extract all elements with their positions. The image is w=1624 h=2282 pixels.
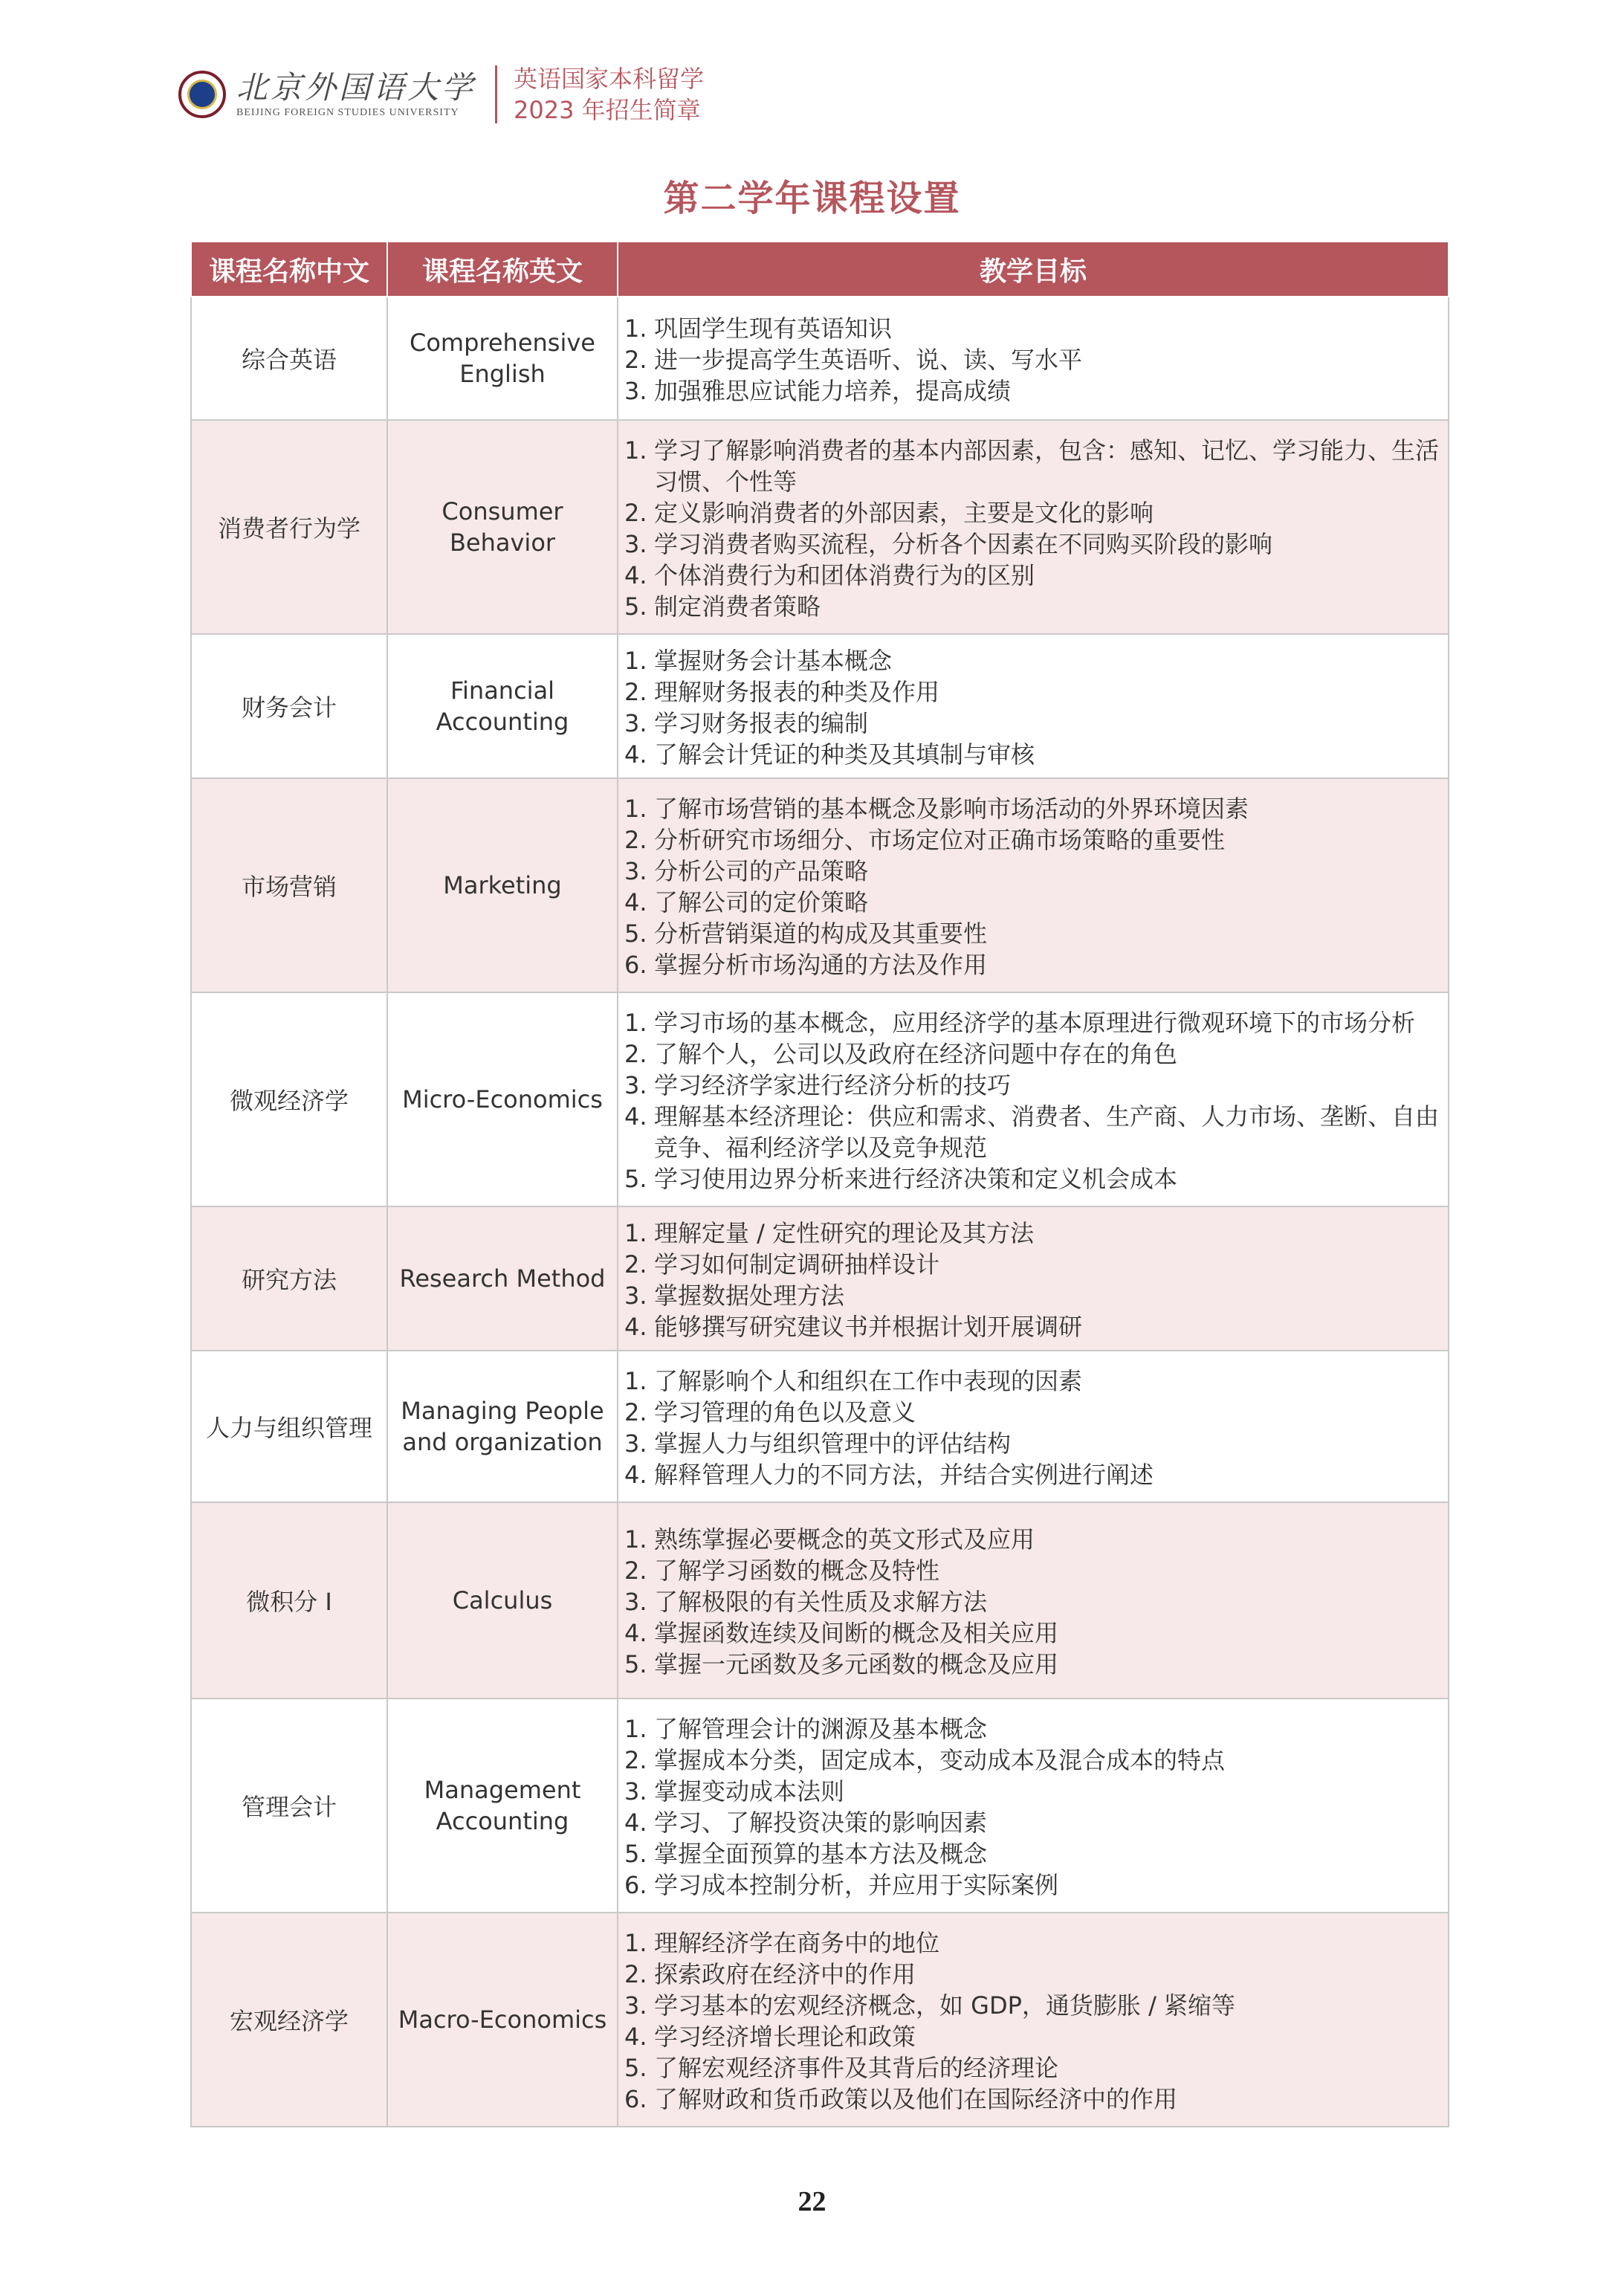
goal-item [624, 1428, 1439, 1459]
table-row [191, 778, 1449, 992]
course-name-en-line: Research Method [399, 1264, 606, 1293]
goal-text: 解释管理人力的不同方法，并结合实例进行阐述 [654, 1461, 1154, 1489]
course-name-en [387, 297, 618, 420]
goal-item [624, 344, 1439, 375]
goal-item [624, 1649, 1439, 1680]
goal-number: 2. [624, 1040, 647, 1068]
goal-item [624, 1869, 1439, 1901]
goal-text: 掌握函数连续及间断的概念及相关应用 [654, 1619, 1059, 1647]
goal-number: 3. [624, 709, 647, 737]
goal-number: 1. [624, 1715, 647, 1743]
table-row [191, 1206, 1449, 1351]
goal-text: 学习经济学家进行经济分析的技巧 [654, 1071, 1012, 1099]
goal-number: 3. [624, 1777, 647, 1806]
goal-number: 1. [624, 436, 647, 465]
course-name-en [387, 1351, 618, 1502]
course-name-en [387, 778, 618, 992]
goal-text: 熟练掌握必要概念的英文形式及应用 [654, 1525, 1035, 1554]
goal-text: 理解经济学在商务中的地位 [654, 1929, 940, 1957]
goal-text: 学习成本控制分析，并应用于实际案例 [654, 1871, 1059, 1899]
course-name-cn: 人力与组织管理 [191, 1351, 387, 1502]
table-row [191, 1698, 1449, 1913]
goal-number: 4. [624, 1461, 647, 1489]
course-name-en [387, 1502, 618, 1698]
goal-item [624, 645, 1439, 676]
goal-item [624, 1038, 1439, 1070]
course-name-en [387, 1698, 618, 1913]
goal-number: 1. [624, 1219, 647, 1247]
goal-item [624, 1807, 1439, 1838]
course-table [190, 241, 1449, 2127]
goal-number: 2. [624, 1250, 647, 1279]
goal-item [624, 793, 1439, 824]
goal-text: 学习消费者购买流程，分析各个因素在不同购买阶段的影响 [654, 530, 1273, 558]
goal-text: 掌握一元函数及多元函数的概念及应用 [654, 1650, 1059, 1678]
goal-item [624, 1101, 1439, 1163]
goal-item [624, 1745, 1439, 1776]
goal-item [624, 2052, 1439, 2084]
goal-number: 2. [624, 1398, 647, 1426]
goal-number: 1. [624, 1009, 647, 1037]
goal-text: 学习经济增长理论和政策 [654, 2023, 916, 2051]
goal-text: 理解财务报表的种类及作用 [654, 678, 940, 706]
goal-number: 4. [624, 561, 647, 589]
goal-item [624, 1524, 1439, 1555]
goal-text: 定义影响消费者的外部因素，主要是文化的影响 [654, 499, 1154, 527]
goal-number: 3. [624, 1991, 647, 2020]
goal-item [624, 708, 1439, 739]
goal-item [624, 1397, 1439, 1428]
goal-text: 了解极限的有关性质及求解方法 [654, 1588, 988, 1616]
goal-number: 5. [624, 919, 647, 948]
goal-number: 1. [624, 314, 647, 343]
goal-text: 进一步提高学生英语听、说、读、写水平 [654, 346, 1083, 374]
goal-text: 学习市场的基本概念，应用经济学的基本原理进行微观环境下的市场分析 [654, 1009, 1416, 1037]
header-subtitle [514, 63, 704, 126]
goal-number: 3. [624, 530, 647, 558]
table-row [191, 1351, 1449, 1502]
goal-item [624, 1280, 1439, 1311]
goal-number: 1. [624, 1367, 647, 1395]
header-course-name-cn: 课程名称中文 [191, 242, 387, 297]
course-name-en-line: Consumer Behavior [441, 497, 563, 557]
header-divider [495, 65, 497, 123]
goal-number: 3. [624, 1071, 647, 1099]
goal-item [624, 1218, 1439, 1249]
course-name-en [387, 1913, 618, 2127]
goal-text: 掌握变动成本法则 [654, 1777, 845, 1806]
goal-number: 2. [624, 1557, 647, 1585]
goal-item [624, 1586, 1439, 1617]
goal-text: 掌握全面预算的基本方法及概念 [654, 1840, 988, 1868]
goal-item [624, 313, 1439, 344]
goal-number: 2. [624, 499, 647, 527]
teaching-goals [618, 1351, 1449, 1502]
page-number: 22 [798, 2186, 826, 2217]
goal-number: 4. [624, 1313, 647, 1341]
goal-text: 学习了解影响消费者的基本内部因素，包含：感知、记忆、学习能力、生活习惯、个性等 [654, 436, 1440, 496]
goal-text: 巩固学生现有英语知识 [654, 314, 893, 343]
goal-text: 掌握数据处理方法 [654, 1281, 845, 1310]
goal-number: 3. [624, 857, 647, 885]
goal-item [624, 1007, 1439, 1038]
course-table-body [191, 297, 1449, 2127]
goal-number: 3. [624, 377, 647, 405]
goal-text: 学习管理的角色以及意义 [654, 1398, 916, 1426]
table-header-row [191, 242, 1449, 297]
goal-item [624, 497, 1439, 529]
table-row [191, 634, 1449, 778]
header-subtitle-line1: 英语国家本科留学 [514, 65, 705, 93]
university-logo-text [236, 69, 476, 120]
course-name-en-line: Managing People [401, 1397, 604, 1425]
course-name-cn: 消费者行为学 [191, 420, 387, 634]
course-name-cn: 微积分 I [191, 1502, 387, 1698]
goal-number: 5. [624, 1165, 647, 1193]
course-name-cn: 微观经济学 [191, 992, 387, 1206]
goal-item [624, 918, 1439, 949]
table-row [191, 420, 1449, 634]
goal-item [624, 824, 1439, 856]
goal-item [624, 1249, 1439, 1280]
goal-item [624, 1713, 1439, 1745]
goal-item [624, 1365, 1439, 1397]
goal-item [624, 2084, 1439, 2115]
course-name-en [387, 420, 618, 634]
goal-text: 学习财务报表的编制 [654, 709, 869, 737]
course-name-en-line: Accounting [436, 1807, 569, 1835]
goal-number: 5. [624, 1840, 647, 1868]
page-title: 第二学年课程设置 [663, 178, 961, 219]
goal-number: 4. [624, 1619, 647, 1647]
goal-number: 2. [624, 346, 647, 374]
goal-number: 5. [624, 592, 647, 621]
goal-number: 2. [624, 1746, 647, 1774]
goal-item [624, 1555, 1439, 1586]
goal-item [624, 1990, 1439, 2021]
goal-item [624, 375, 1439, 407]
goal-number: 2. [624, 826, 647, 854]
course-name-en-line: Financial [450, 676, 555, 705]
goal-text: 理解定量 / 定性研究的理论及其方法 [654, 1219, 1035, 1247]
course-name-en [387, 634, 618, 778]
goal-item [624, 1776, 1439, 1807]
course-name-en-line: Management [424, 1776, 581, 1804]
goal-text: 掌握财务会计基本概念 [654, 647, 893, 675]
goal-text: 理解基本经济理论：供应和需求、消费者、生产商、人力市场、垄断、自由竞争、福利经济学以及竞争规范 [654, 1102, 1440, 1162]
goal-text: 了解管理会计的渊源及基本概念 [654, 1715, 988, 1743]
goal-text: 学习基本的宏观经济概念，如 GDP，通货膨胀 / 紧缩等 [654, 1991, 1236, 2020]
course-name-en-line: Micro-Economics [402, 1085, 603, 1113]
goal-number: 4. [624, 740, 647, 769]
teaching-goals [618, 634, 1449, 778]
course-name-en-line: and organization [402, 1428, 603, 1456]
course-name-cn: 研究方法 [191, 1206, 387, 1351]
goal-item [624, 739, 1439, 770]
teaching-goals [618, 1502, 1449, 1698]
goal-item [624, 949, 1439, 980]
university-name-cn: 北京外国语大学 [236, 69, 476, 106]
goal-item [624, 591, 1439, 622]
goal-number: 4. [624, 1809, 647, 1837]
goal-item [624, 1838, 1439, 1869]
goal-number: 1. [624, 1929, 647, 1957]
goal-text: 了解财政和货币政策以及他们在国际经济中的作用 [654, 2085, 1178, 2113]
university-seal-core [187, 80, 217, 109]
goal-item [624, 1959, 1439, 1990]
goal-number: 4. [624, 2023, 647, 2051]
goal-item [624, 1617, 1439, 1649]
goal-text: 加强雅思应试能力培养，提高成绩 [654, 377, 1012, 405]
goal-number: 4. [624, 1102, 647, 1131]
goal-text: 分析公司的产品策略 [654, 857, 869, 885]
course-name-en-line: Macro-Economics [398, 2005, 607, 2034]
course-name-en-line: English [459, 360, 546, 388]
teaching-goals [618, 297, 1449, 420]
goal-text: 制定消费者策略 [654, 592, 821, 621]
course-name-en-line: Marketing [443, 871, 562, 899]
table-row [191, 1502, 1449, 1698]
goal-item [624, 1927, 1439, 1959]
goal-number: 5. [624, 1650, 647, 1678]
course-name-en [387, 1206, 618, 1351]
table-row [191, 1913, 1449, 2127]
course-name-en [387, 992, 618, 1206]
goal-text: 掌握分析市场沟通的方法及作用 [654, 951, 988, 979]
page-header [178, 61, 704, 128]
goal-number: 3. [624, 1281, 647, 1310]
goal-number: 4. [624, 888, 647, 917]
goal-number: 1. [624, 1525, 647, 1554]
course-name-cn: 综合英语 [191, 297, 387, 420]
goal-text: 分析研究市场细分、市场定位对正确市场策略的重要性 [654, 826, 1226, 854]
goal-text: 探索政府在经济中的作用 [654, 1960, 916, 1988]
goal-number: 2. [624, 678, 647, 706]
goal-text: 分析营销渠道的构成及其重要性 [654, 919, 988, 948]
course-name-cn: 市场营销 [191, 778, 387, 992]
goal-text: 学习使用边界分析来进行经济决策和定义机会成本 [654, 1165, 1178, 1193]
teaching-goals [618, 778, 1449, 992]
goal-text: 了解宏观经济事件及其背后的经济理论 [654, 2054, 1059, 2082]
goal-item [624, 2021, 1439, 2052]
goal-text: 了解影响个人和组织在工作中表现的因素 [654, 1367, 1083, 1395]
goal-number: 5. [624, 2054, 647, 2082]
course-name-en-line: Comprehensive [410, 329, 595, 357]
goal-text: 了解会计凭证的种类及其填制与审核 [654, 740, 1035, 769]
goal-text: 掌握人力与组织管理中的评估结构 [654, 1429, 1012, 1458]
course-name-cn: 管理会计 [191, 1698, 387, 1913]
goal-text: 了解个人，公司以及政府在经济问题中存在的角色 [654, 1040, 1178, 1068]
goal-number: 2. [624, 1960, 647, 1988]
goal-text: 学习如何制定调研抽样设计 [654, 1250, 940, 1279]
goal-number: 6. [624, 1871, 647, 1899]
goal-item [624, 1070, 1439, 1101]
course-name-cn: 财务会计 [191, 634, 387, 778]
course-name-en-line: Accounting [436, 708, 569, 736]
goal-item [624, 887, 1439, 918]
goal-item [624, 676, 1439, 708]
course-name-cn: 宏观经济学 [191, 1913, 387, 2127]
header-teaching-goals: 教学目标 [618, 242, 1449, 297]
teaching-goals [618, 1698, 1449, 1913]
goal-text: 学习、了解投资决策的影响因素 [654, 1809, 988, 1837]
goal-text: 了解学习函数的概念及特性 [654, 1557, 940, 1585]
goal-item [624, 1163, 1439, 1195]
table-row [191, 992, 1449, 1206]
goal-item [624, 1459, 1439, 1490]
goal-item [624, 529, 1439, 560]
goal-number: 3. [624, 1588, 647, 1616]
goal-number: 1. [624, 647, 647, 675]
goal-text: 了解市场营销的基本概念及影响市场活动的外界环境因素 [654, 795, 1249, 823]
teaching-goals [618, 992, 1449, 1206]
goal-item [624, 435, 1439, 497]
goal-text: 掌握成本分类，固定成本，变动成本及混合成本的特点 [654, 1746, 1226, 1774]
university-seal-icon [178, 71, 226, 118]
goal-text: 能够撰写研究建议书并根据计划开展调研 [654, 1313, 1083, 1341]
teaching-goals [618, 420, 1449, 634]
university-name-en: BEIJING FOREIGN STUDIES UNIVERSITY [236, 107, 459, 118]
course-name-en-line: Calculus [452, 1586, 553, 1614]
goal-number: 6. [624, 951, 647, 979]
table-row [191, 297, 1449, 420]
goal-number: 1. [624, 795, 647, 823]
teaching-goals [618, 1913, 1449, 2127]
goal-number: 6. [624, 2085, 647, 2113]
goal-number: 3. [624, 1429, 647, 1458]
goal-item [624, 1311, 1439, 1342]
goal-text: 个体消费行为和团体消费行为的区别 [654, 561, 1035, 589]
header-subtitle-line2: 2023 年招生简章 [514, 96, 701, 124]
goal-text: 了解公司的定价策略 [654, 888, 869, 917]
teaching-goals [618, 1206, 1449, 1351]
goal-item [624, 560, 1439, 591]
goal-item [624, 856, 1439, 887]
header-course-name-en: 课程名称英文 [387, 242, 618, 297]
